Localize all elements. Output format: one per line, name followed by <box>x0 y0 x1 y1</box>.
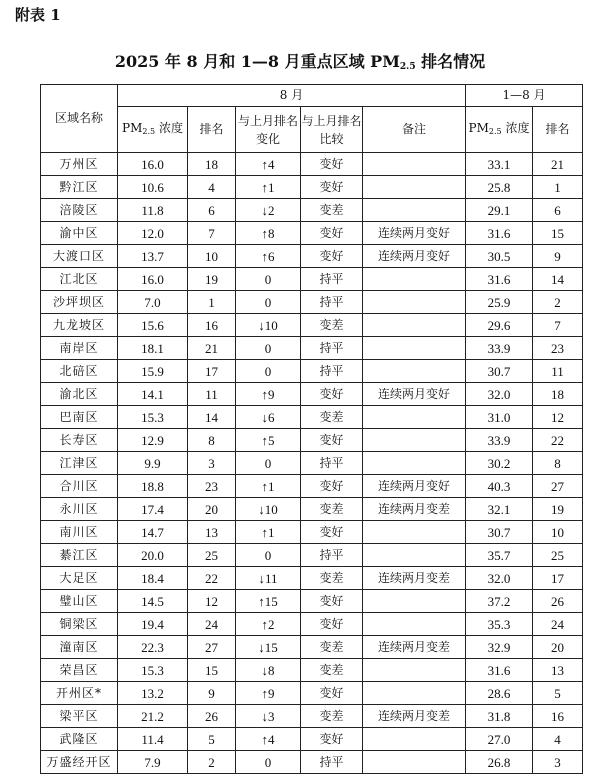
table-row <box>41 521 583 544</box>
table-row <box>41 199 583 222</box>
cell-remark <box>363 314 466 337</box>
cell-vs-last-month: 变好 <box>301 521 363 544</box>
cell-rank: 19 <box>188 268 236 291</box>
cell-remark <box>363 521 466 544</box>
cell-remark <box>363 659 466 682</box>
cell-rank-change: 0 <box>236 291 301 314</box>
table-row <box>41 314 583 337</box>
cell-region: 长寿区 <box>41 429 118 452</box>
cell-rank: 8 <box>188 429 236 452</box>
cell-rank: 15 <box>188 659 236 682</box>
cell-region: 沙坪坝区 <box>41 291 118 314</box>
header-pm-concentration <box>118 107 188 153</box>
table-row <box>41 268 583 291</box>
cell-ytd-pm-concentration: 26.8 <box>466 751 533 774</box>
cell-rank-change: ↓6 <box>236 406 301 429</box>
cell-pm-concentration: 11.4 <box>118 728 188 751</box>
header-rank-change: 与上月排名变化 <box>236 107 301 153</box>
cell-ytd-rank: 15 <box>533 222 583 245</box>
cell-ytd-pm-concentration: 28.6 <box>466 682 533 705</box>
cell-vs-last-month: 变差 <box>301 406 363 429</box>
cell-rank-change: ↓10 <box>236 498 301 521</box>
cell-ytd-rank: 2 <box>533 291 583 314</box>
cell-pm-concentration: 17.4 <box>118 498 188 521</box>
cell-ytd-pm-concentration: 40.3 <box>466 475 533 498</box>
table-row <box>41 590 583 613</box>
cell-remark: 连续两月变好 <box>363 245 466 268</box>
cell-vs-last-month: 变好 <box>301 590 363 613</box>
cell-remark <box>363 360 466 383</box>
cell-pm-concentration: 9.9 <box>118 452 188 475</box>
cell-rank: 7 <box>188 222 236 245</box>
cell-region: 南岸区 <box>41 337 118 360</box>
cell-pm-concentration: 15.3 <box>118 659 188 682</box>
cell-rank-change: ↑2 <box>236 613 301 636</box>
cell-ytd-pm-concentration: 31.0 <box>466 406 533 429</box>
cell-vs-last-month: 持平 <box>301 291 363 314</box>
cell-rank: 3 <box>188 452 236 475</box>
header-remark: 备注 <box>363 107 466 153</box>
cell-remark <box>363 751 466 774</box>
cell-rank: 25 <box>188 544 236 567</box>
table-row <box>41 452 583 475</box>
cell-ytd-pm-concentration: 29.6 <box>466 314 533 337</box>
cell-ytd-rank: 6 <box>533 199 583 222</box>
cell-ytd-pm-concentration: 32.0 <box>466 567 533 590</box>
cell-ytd-pm-concentration: 32.9 <box>466 636 533 659</box>
cell-remark <box>363 590 466 613</box>
cell-region: 合川区 <box>41 475 118 498</box>
cell-rank-change: ↓11 <box>236 567 301 590</box>
cell-pm-concentration: 18.8 <box>118 475 188 498</box>
cell-rank-change: 0 <box>236 360 301 383</box>
cell-ytd-rank: 5 <box>533 682 583 705</box>
cell-region: 南川区 <box>41 521 118 544</box>
cell-ytd-pm-concentration: 25.8 <box>466 176 533 199</box>
cell-vs-last-month: 变差 <box>301 659 363 682</box>
cell-region: 九龙坡区 <box>41 314 118 337</box>
table-row <box>41 751 583 774</box>
cell-pm-concentration: 15.6 <box>118 314 188 337</box>
header-ytd-group: 1—8 月 <box>466 85 583 107</box>
cell-rank: 6 <box>188 199 236 222</box>
cell-rank: 14 <box>188 406 236 429</box>
cell-rank: 9 <box>188 682 236 705</box>
cell-pm-concentration: 15.3 <box>118 406 188 429</box>
cell-remark <box>363 337 466 360</box>
cell-remark: 连续两月变好 <box>363 383 466 406</box>
cell-remark <box>363 153 466 176</box>
table-row <box>41 636 583 659</box>
cell-rank: 16 <box>188 314 236 337</box>
cell-vs-last-month: 变好 <box>301 245 363 268</box>
table-row <box>41 475 583 498</box>
cell-rank-change: ↑9 <box>236 682 301 705</box>
cell-pm-concentration: 20.0 <box>118 544 188 567</box>
table-row <box>41 337 583 360</box>
cell-rank-change: ↓10 <box>236 314 301 337</box>
cell-region: 巴南区 <box>41 406 118 429</box>
cell-ytd-rank: 4 <box>533 728 583 751</box>
cell-rank: 12 <box>188 590 236 613</box>
cell-rank-change: ↑1 <box>236 176 301 199</box>
cell-vs-last-month: 持平 <box>301 268 363 291</box>
cell-rank: 23 <box>188 475 236 498</box>
cell-ytd-pm-concentration: 31.6 <box>466 222 533 245</box>
cell-rank: 24 <box>188 613 236 636</box>
cell-ytd-rank: 18 <box>533 383 583 406</box>
cell-remark <box>363 406 466 429</box>
cell-pm-concentration: 18.4 <box>118 567 188 590</box>
cell-ytd-pm-concentration: 33.9 <box>466 337 533 360</box>
table-row <box>41 291 583 314</box>
cell-rank: 20 <box>188 498 236 521</box>
cell-vs-last-month: 变好 <box>301 429 363 452</box>
cell-remark <box>363 268 466 291</box>
cell-region: 江津区 <box>41 452 118 475</box>
cell-ytd-pm-concentration: 33.9 <box>466 429 533 452</box>
cell-rank-change: ↓3 <box>236 705 301 728</box>
cell-vs-last-month: 变好 <box>301 176 363 199</box>
cell-ytd-rank: 21 <box>533 153 583 176</box>
cell-rank: 27 <box>188 636 236 659</box>
cell-remark <box>363 728 466 751</box>
table-row <box>41 245 583 268</box>
cell-rank-change: 0 <box>236 268 301 291</box>
table-row <box>41 659 583 682</box>
header-ytd-pm-suffix: 浓度 <box>501 120 530 135</box>
cell-vs-last-month: 持平 <box>301 751 363 774</box>
cell-region: 梁平区 <box>41 705 118 728</box>
cell-remark <box>363 452 466 475</box>
cell-ytd-rank: 3 <box>533 751 583 774</box>
table-row <box>41 429 583 452</box>
cell-vs-last-month: 变好 <box>301 613 363 636</box>
cell-vs-last-month: 变好 <box>301 153 363 176</box>
table-row <box>41 222 583 245</box>
cell-rank: 18 <box>188 153 236 176</box>
cell-region: 万州区 <box>41 153 118 176</box>
cell-rank: 2 <box>188 751 236 774</box>
cell-vs-last-month: 持平 <box>301 452 363 475</box>
cell-rank-change: ↑15 <box>236 590 301 613</box>
cell-rank: 22 <box>188 567 236 590</box>
cell-ytd-rank: 17 <box>533 567 583 590</box>
cell-rank-change: 0 <box>236 337 301 360</box>
cell-remark <box>363 429 466 452</box>
cell-rank-change: ↑4 <box>236 728 301 751</box>
cell-ytd-pm-concentration: 25.9 <box>466 291 533 314</box>
cell-ytd-pm-concentration: 35.7 <box>466 544 533 567</box>
table-row <box>41 682 583 705</box>
cell-rank-change: ↑1 <box>236 521 301 544</box>
cell-region: 渝中区 <box>41 222 118 245</box>
cell-region: 开州区* <box>41 682 118 705</box>
cell-pm-concentration: 14.1 <box>118 383 188 406</box>
table-row <box>41 153 583 176</box>
table-row <box>41 613 583 636</box>
cell-ytd-pm-concentration: 32.1 <box>466 498 533 521</box>
cell-ytd-rank: 23 <box>533 337 583 360</box>
cell-pm-concentration: 15.9 <box>118 360 188 383</box>
cell-remark: 连续两月变好 <box>363 222 466 245</box>
cell-rank-change: 0 <box>236 751 301 774</box>
cell-rank: 10 <box>188 245 236 268</box>
table-row <box>41 544 583 567</box>
cell-remark: 连续两月变好 <box>363 475 466 498</box>
cell-ytd-rank: 7 <box>533 314 583 337</box>
cell-ytd-rank: 12 <box>533 406 583 429</box>
cell-remark: 连续两月变差 <box>363 636 466 659</box>
cell-ytd-rank: 26 <box>533 590 583 613</box>
cell-pm-concentration: 11.8 <box>118 199 188 222</box>
cell-vs-last-month: 变差 <box>301 498 363 521</box>
cell-ytd-pm-concentration: 31.6 <box>466 659 533 682</box>
cell-ytd-pm-concentration: 32.0 <box>466 383 533 406</box>
cell-rank: 17 <box>188 360 236 383</box>
cell-ytd-rank: 20 <box>533 636 583 659</box>
cell-region: 潼南区 <box>41 636 118 659</box>
header-ytd-pm-concentration <box>466 107 533 153</box>
cell-region: 大渡口区 <box>41 245 118 268</box>
cell-region: 渝北区 <box>41 383 118 406</box>
cell-rank-change: 0 <box>236 452 301 475</box>
cell-ytd-rank: 22 <box>533 429 583 452</box>
cell-region: 綦江区 <box>41 544 118 567</box>
cell-pm-concentration: 10.6 <box>118 176 188 199</box>
cell-vs-last-month: 变差 <box>301 567 363 590</box>
table-row <box>41 176 583 199</box>
cell-ytd-rank: 11 <box>533 360 583 383</box>
cell-region: 北碚区 <box>41 360 118 383</box>
cell-region: 涪陵区 <box>41 199 118 222</box>
cell-remark <box>363 291 466 314</box>
header-vs-last-month: 与上月排名比较 <box>301 107 363 153</box>
header-ytd-pm-prefix: PM <box>468 120 489 135</box>
cell-ytd-rank: 10 <box>533 521 583 544</box>
cell-rank: 21 <box>188 337 236 360</box>
appendix-label: 附表 1 <box>15 6 61 24</box>
title-subscript: 2.5 <box>399 62 416 72</box>
cell-region: 黔江区 <box>41 176 118 199</box>
cell-vs-last-month: 持平 <box>301 337 363 360</box>
cell-rank-change: ↑8 <box>236 222 301 245</box>
cell-rank: 13 <box>188 521 236 544</box>
table-title <box>0 49 600 72</box>
cell-rank: 5 <box>188 728 236 751</box>
cell-vs-last-month: 变好 <box>301 728 363 751</box>
header-ytd-pm-sub: 2.5 <box>488 126 502 136</box>
cell-ytd-pm-concentration: 30.2 <box>466 452 533 475</box>
cell-ytd-pm-concentration: 35.3 <box>466 613 533 636</box>
header-region: 区域名称 <box>41 85 118 153</box>
cell-pm-concentration: 19.4 <box>118 613 188 636</box>
cell-ytd-rank: 27 <box>533 475 583 498</box>
cell-remark <box>363 544 466 567</box>
cell-rank: 11 <box>188 383 236 406</box>
cell-vs-last-month: 变差 <box>301 199 363 222</box>
header-rank: 排名 <box>188 107 236 153</box>
cell-vs-last-month: 变差 <box>301 636 363 659</box>
cell-pm-concentration: 13.7 <box>118 245 188 268</box>
cell-vs-last-month: 变好 <box>301 383 363 406</box>
title-prefix: 2025 年 8 月和 1—8 月重点区域 PM <box>114 52 400 71</box>
cell-remark <box>363 199 466 222</box>
cell-ytd-pm-concentration: 30.7 <box>466 521 533 544</box>
cell-remark <box>363 176 466 199</box>
cell-vs-last-month: 变好 <box>301 475 363 498</box>
cell-ytd-pm-concentration: 30.7 <box>466 360 533 383</box>
cell-ytd-pm-concentration: 29.1 <box>466 199 533 222</box>
cell-rank: 26 <box>188 705 236 728</box>
cell-region: 璧山区 <box>41 590 118 613</box>
cell-vs-last-month: 变差 <box>301 705 363 728</box>
cell-pm-concentration: 14.5 <box>118 590 188 613</box>
cell-pm-concentration: 18.1 <box>118 337 188 360</box>
cell-region: 大足区 <box>41 567 118 590</box>
cell-ytd-rank: 13 <box>533 659 583 682</box>
table-row <box>41 728 583 751</box>
pm25-ranking-table <box>40 84 583 774</box>
cell-pm-concentration: 21.2 <box>118 705 188 728</box>
header-pm-prefix: PM <box>122 120 143 135</box>
cell-remark: 连续两月变差 <box>363 498 466 521</box>
cell-rank-change: ↑1 <box>236 475 301 498</box>
cell-ytd-pm-concentration: 27.0 <box>466 728 533 751</box>
cell-rank: 1 <box>188 291 236 314</box>
cell-rank-change: ↓15 <box>236 636 301 659</box>
cell-ytd-rank: 19 <box>533 498 583 521</box>
cell-vs-last-month: 变好 <box>301 682 363 705</box>
cell-pm-concentration: 16.0 <box>118 268 188 291</box>
cell-rank-change: ↓8 <box>236 659 301 682</box>
cell-rank-change: ↑5 <box>236 429 301 452</box>
cell-ytd-rank: 24 <box>533 613 583 636</box>
cell-ytd-pm-concentration: 37.2 <box>466 590 533 613</box>
table-body <box>41 153 583 774</box>
table-row <box>41 567 583 590</box>
cell-ytd-rank: 9 <box>533 245 583 268</box>
cell-pm-concentration: 12.9 <box>118 429 188 452</box>
cell-rank-change: ↓2 <box>236 199 301 222</box>
cell-remark <box>363 613 466 636</box>
cell-ytd-rank: 8 <box>533 452 583 475</box>
cell-region: 荣昌区 <box>41 659 118 682</box>
cell-pm-concentration: 12.0 <box>118 222 188 245</box>
cell-ytd-rank: 16 <box>533 705 583 728</box>
cell-pm-concentration: 22.3 <box>118 636 188 659</box>
table-row <box>41 498 583 521</box>
cell-pm-concentration: 7.9 <box>118 751 188 774</box>
table-row <box>41 360 583 383</box>
cell-vs-last-month: 变差 <box>301 314 363 337</box>
cell-ytd-rank: 1 <box>533 176 583 199</box>
header-pm-suffix: 浓度 <box>155 120 183 135</box>
cell-ytd-rank: 25 <box>533 544 583 567</box>
cell-remark: 连续两月变差 <box>363 705 466 728</box>
cell-rank-change: ↑9 <box>236 383 301 406</box>
cell-pm-concentration: 7.0 <box>118 291 188 314</box>
cell-ytd-pm-concentration: 33.1 <box>466 153 533 176</box>
cell-rank: 4 <box>188 176 236 199</box>
title-suffix: 排名情况 <box>415 52 486 71</box>
header-august-group: 8 月 <box>118 85 466 107</box>
cell-rank-change: ↑4 <box>236 153 301 176</box>
table-row <box>41 406 583 429</box>
table-row <box>41 705 583 728</box>
cell-rank-change: 0 <box>236 544 301 567</box>
cell-pm-concentration: 13.2 <box>118 682 188 705</box>
cell-ytd-pm-concentration: 31.6 <box>466 268 533 291</box>
cell-vs-last-month: 持平 <box>301 544 363 567</box>
cell-remark: 连续两月变差 <box>363 567 466 590</box>
cell-pm-concentration: 16.0 <box>118 153 188 176</box>
header-ytd-rank: 排名 <box>533 107 583 153</box>
cell-vs-last-month: 持平 <box>301 360 363 383</box>
cell-region: 江北区 <box>41 268 118 291</box>
header-pm-sub: 2.5 <box>142 126 156 136</box>
cell-pm-concentration: 14.7 <box>118 521 188 544</box>
cell-remark <box>363 682 466 705</box>
cell-vs-last-month: 变好 <box>301 222 363 245</box>
cell-region: 武隆区 <box>41 728 118 751</box>
cell-region: 铜梁区 <box>41 613 118 636</box>
cell-region: 万盛经开区 <box>41 751 118 774</box>
cell-region: 永川区 <box>41 498 118 521</box>
cell-ytd-pm-concentration: 30.5 <box>466 245 533 268</box>
table-row <box>41 383 583 406</box>
cell-ytd-pm-concentration: 31.8 <box>466 705 533 728</box>
cell-ytd-rank: 14 <box>533 268 583 291</box>
cell-rank-change: ↑6 <box>236 245 301 268</box>
